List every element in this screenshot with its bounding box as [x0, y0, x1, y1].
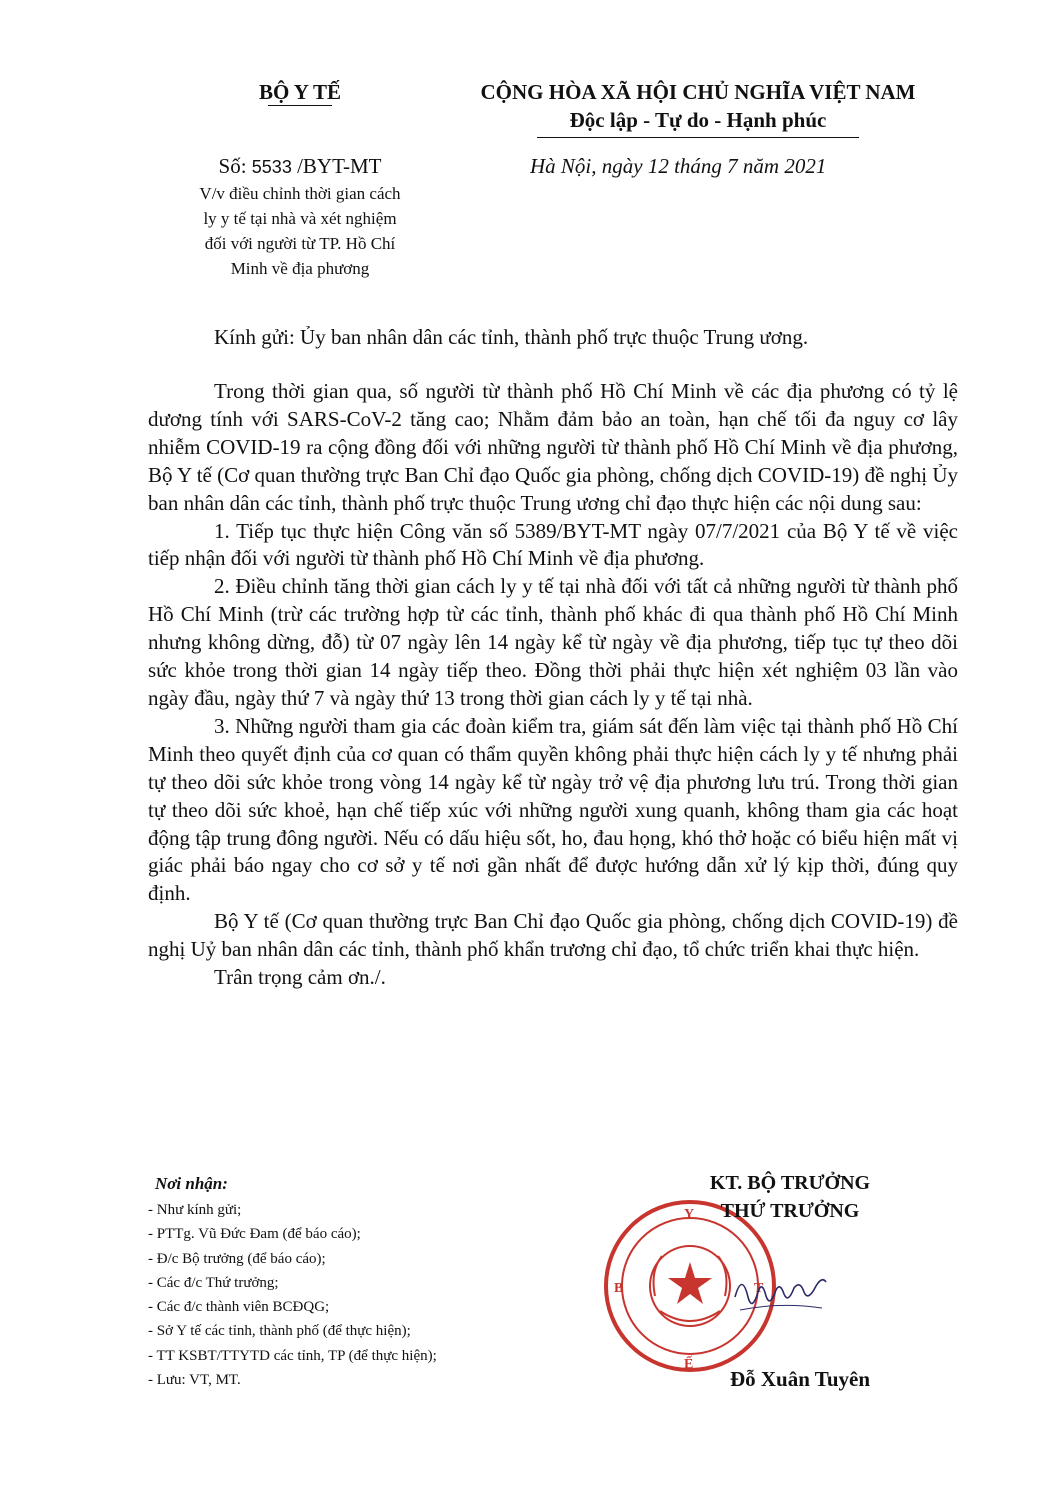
receiver-item: - Các đ/c Thứ trưởng; [148, 1274, 279, 1291]
body-paragraph: Trong thời gian qua, số người từ thành phố Hồ Chí Minh về các địa phương có tỷ lệ dương tính với SARS-CoV-2 tăng cao; Nhằm đảm bảo an toàn, hạn chế tối đa nguy cơ lây nhiễm COVID-19 ra cộng đồng đối với những người từ thành phố Hồ Chí Minh về địa phương, Bộ Y tế (Cơ quan thường trực Ban Chỉ đạo Quốc gia phòng, chống dịch COVID-19) đề nghị Ủy ban nhân dân các tỉnh, thành phố trực thuộc Trung ương chỉ đạo thực hiện các nội dung sau: [148, 379, 958, 515]
svg-text:Y: Y [684, 1207, 695, 1222]
svg-text:Ế: Ế [684, 1357, 694, 1372]
organization-name: BỘ Y TẾ [258, 80, 342, 104]
recipient-line: Kính gửi: Ủy ban nhân dân các tỉnh, thành phố trực thuộc Trung ương. [214, 325, 809, 349]
document-subject [145, 181, 455, 281]
signer-name: Đỗ Xuân Tuyên [729, 1367, 871, 1391]
document-number [145, 154, 455, 179]
subject-line: ly y tế tại nhà và xét nghiệm [203, 209, 397, 228]
receiver-item: - Đ/c Bộ trưởng (để báo cáo); [148, 1250, 326, 1267]
receiver-item: - Lưu: VT, MT. [148, 1372, 241, 1389]
subject-line: V/v điều chỉnh thời gian cách [199, 184, 401, 203]
subject-line: Minh về địa phương [230, 259, 370, 278]
date-line: Hà Nội, ngày 12 tháng 7 năm 2021 [530, 154, 827, 178]
body-paragraph: 1. Tiếp tục thực hiện Công văn số 5389/BYT-MT ngày 07/7/2021 của Bộ Y tế về việc tiếp nhận đối với người từ thành phố Hồ Chí Minh về địa phương. [148, 518, 958, 571]
subject-line: đối với người từ TP. Hồ Chí [204, 234, 396, 253]
signature-role-line: KT. BỘ TRƯỞNG [709, 1172, 871, 1194]
svg-text:B: B [614, 1281, 624, 1296]
signature-role-line: THỨ TRƯỞNG [720, 1200, 860, 1222]
receiver-item: - TT KSBT/TTYTD các tỉnh, TP (để thực hiện); [148, 1347, 437, 1364]
motto-underline [537, 137, 859, 138]
handwritten-signature-icon [730, 1262, 830, 1322]
body-paragraph: 2. Điều chỉnh tăng thời gian cách ly y tế tại nhà đối với tất cả những người từ thành phố Hồ Chí Minh (trừ các trường hợp từ các tỉnh, thành phố khác đi qua thành phố Hồ Chí Minh nhưng không dừng, đỗ) từ 07 ngày lên 14 ngày kể từ ngày về địa phương, tiếp tục tự theo dõi sức khỏe trong thời gian 14 ngày tiếp theo. Đồng thời phải thực hiện xét nghiệm 03 lần vào ngày đầu, ngày thứ 7 và ngày thứ 13 trong thời gian cách ly y tế tại nhà. [148, 574, 958, 710]
motto: Độc lập - Tự do - Hạnh phúc [569, 108, 827, 132]
receivers-title: Nơi nhận: [155, 1174, 228, 1193]
organization-underline [268, 105, 332, 106]
receiver-item: - Sở Y tế các tỉnh, thành phố (để thực hiện); [148, 1323, 411, 1340]
number-suffix: /BYT-MT [297, 154, 382, 178]
svg-text:T: T [754, 1281, 764, 1296]
body-paragraph: 3. Những người tham gia các đoàn kiểm tra, giám sát đến làm việc tại thành phố Hồ Chí Minh theo quyết định của cơ quan có thẩm quyền không phải thực hiện cách ly y tế nhưng phải tự theo dõi sức khỏe trong vòng 14 ngày kể từ ngày trở vệ địa phương lưu trú. Trong thời gian tự theo dõi sức khoẻ, hạn chế tiếp xúc với những người xung quanh, không tham gia các hoạt động tập trung đông người. Nếu có dấu hiệu sốt, ho, đau họng, khó thở hoặc có biểu hiện mất vị giác phải báo ngay cho cơ sở y tế nơi gần nhất để được hướng dẫn xử lý kịp thời, đúng quy định. [148, 713, 958, 906]
document-body [148, 378, 958, 992]
receiver-item: - Các đ/c thành viên BCĐQG; [148, 1299, 330, 1316]
body-paragraph: Bộ Y tế (Cơ quan thường trực Ban Chỉ đạo Quốc gia phòng, chống dịch COVID-19) đề nghị Uỷ ban nhân dân các tỉnh, thành phố khẩn trương chỉ đạo, tổ chức triển khai thực hiện. [148, 909, 958, 962]
number-prefix: Số: [218, 154, 247, 178]
receivers-list [148, 1198, 548, 1392]
receiver-item: - PTTg. Vũ Đức Đam (để báo cáo); [148, 1226, 361, 1243]
number-value: 5533 [251, 157, 292, 177]
nation-title: CỘNG HÒA XÃ HỘI CHỦ NGHĨA VIỆT NAM [480, 80, 916, 104]
body-paragraph: Trân trọng cảm ơn./. [214, 965, 386, 990]
signature-role [660, 1169, 920, 1225]
receiver-item: - Như kính gửi; [148, 1202, 242, 1218]
